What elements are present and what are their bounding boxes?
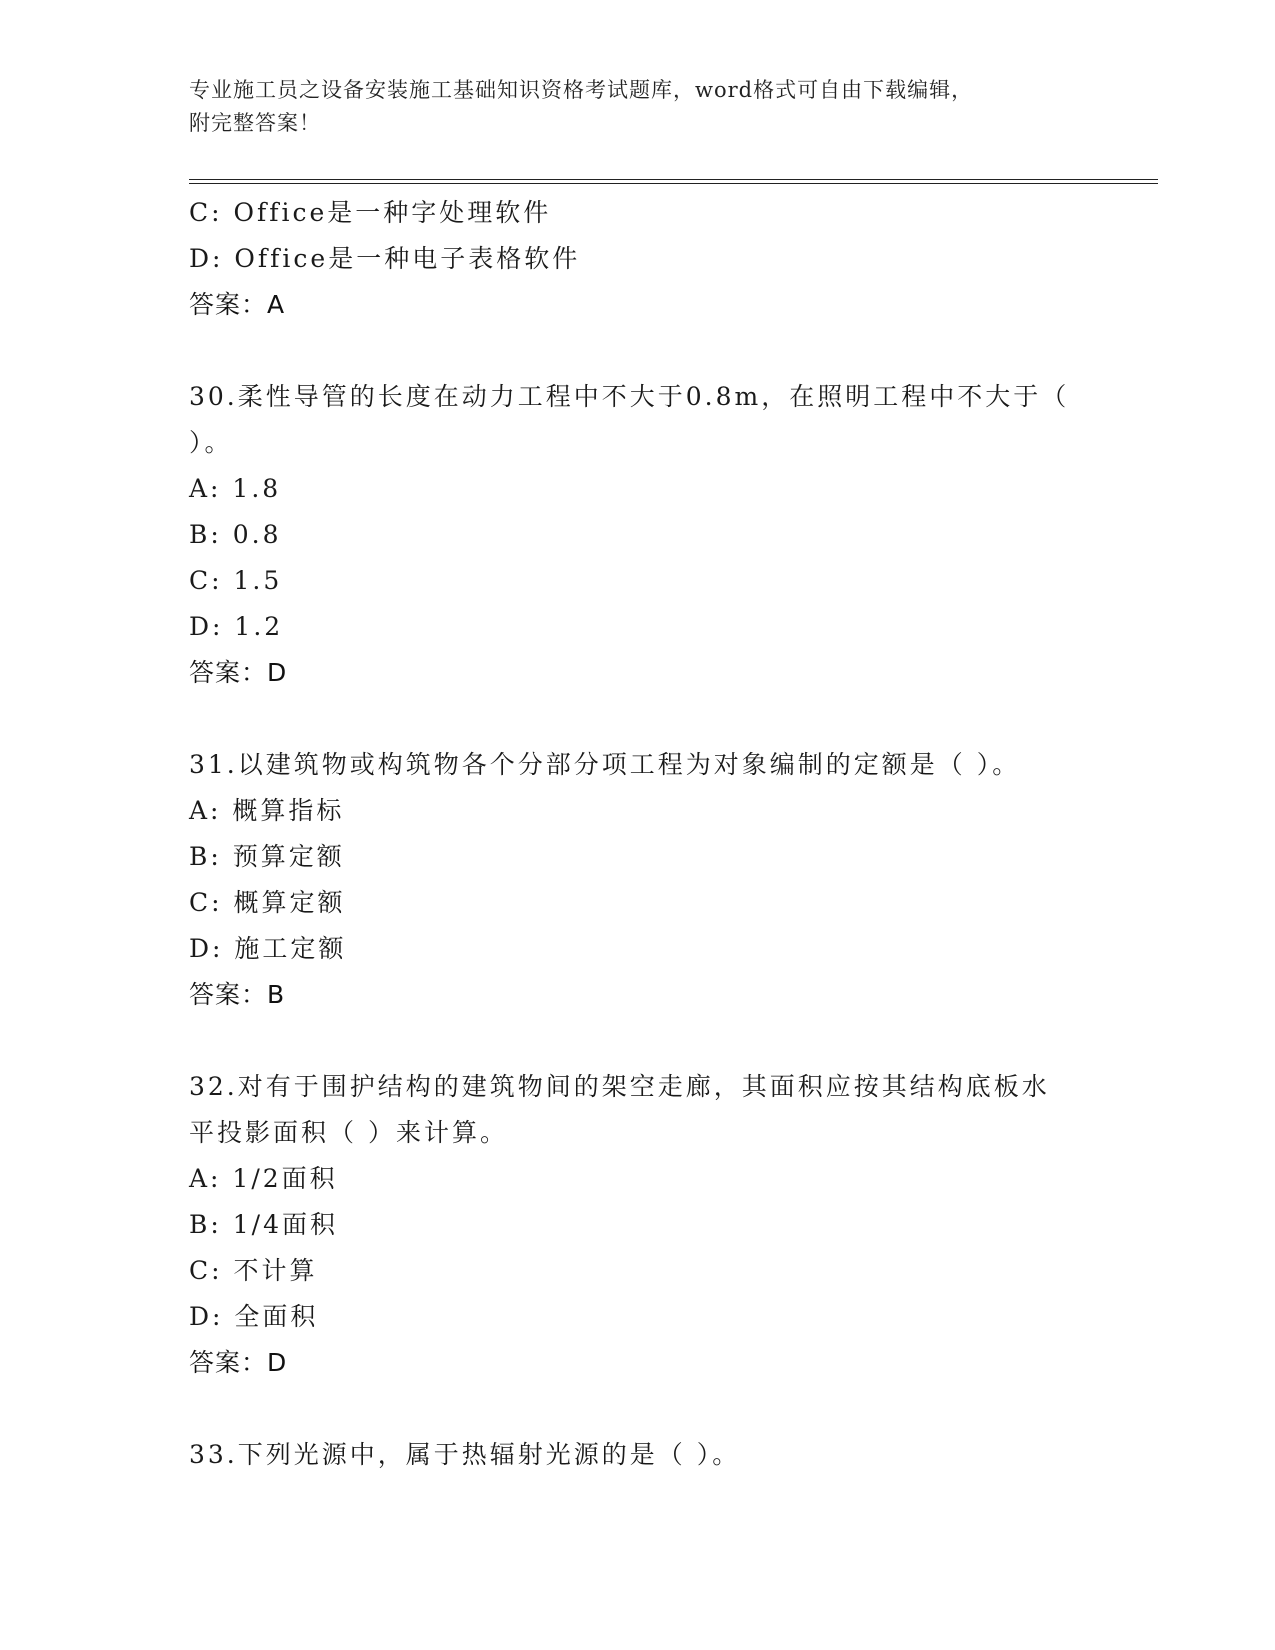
answer-line: 答案：D	[189, 1348, 288, 1377]
answer-line: 答案：B	[189, 980, 286, 1009]
option-b: B: 1/4面积	[189, 1210, 338, 1239]
question-content	[189, 190, 1119, 1478]
spacer	[189, 328, 1119, 374]
header-divider	[189, 179, 1158, 184]
question-33-stem: 33.下列光源中，属于热辐射光源的是（ ）。	[189, 1440, 741, 1469]
option-d: D: 全面积	[189, 1302, 319, 1331]
option-d: D: Office是一种电子表格软件	[189, 244, 581, 273]
option-c: C: 不计算	[189, 1256, 318, 1285]
option-c: C: Office是一种字处理软件	[189, 198, 552, 227]
header-line-1: 专业施工员之设备安装施工基础知识资格考试题库，word格式可自由下载编辑，	[189, 78, 974, 102]
option-a: A: 1.8	[189, 474, 282, 503]
option-d: D: 施工定额	[189, 934, 347, 963]
option-c: C: 1.5	[189, 566, 283, 595]
question-32-stem-cont: 平投影面积（ ）来计算。	[189, 1118, 508, 1147]
option-a: A: 概算指标	[189, 796, 345, 825]
answer-line: 答案：A	[189, 290, 286, 319]
question-30-stem-cont: ）。	[189, 428, 233, 457]
answer-line: 答案：D	[189, 658, 288, 687]
option-b: B: 预算定额	[189, 842, 345, 871]
option-a: A: 1/2面积	[189, 1164, 338, 1193]
question-30-stem: 30.柔性导管的长度在动力工程中不大于0.8m，在照明工程中不大于（	[189, 382, 1070, 411]
option-d: D: 1.2	[189, 612, 284, 641]
document-header	[189, 74, 1089, 140]
question-31-stem: 31.以建筑物或构筑物各个分部分项工程为对象编制的定额是（ ）。	[189, 750, 1021, 779]
spacer	[189, 1018, 1119, 1064]
spacer	[189, 696, 1119, 742]
header-line-2: 附完整答案！	[189, 111, 321, 135]
option-b: B: 0.8	[189, 520, 282, 549]
question-32-stem: 32.对有于围护结构的建筑物间的架空走廊，其面积应按其结构底板水	[189, 1072, 1050, 1101]
option-c: C: 概算定额	[189, 888, 346, 917]
spacer	[189, 1386, 1119, 1432]
